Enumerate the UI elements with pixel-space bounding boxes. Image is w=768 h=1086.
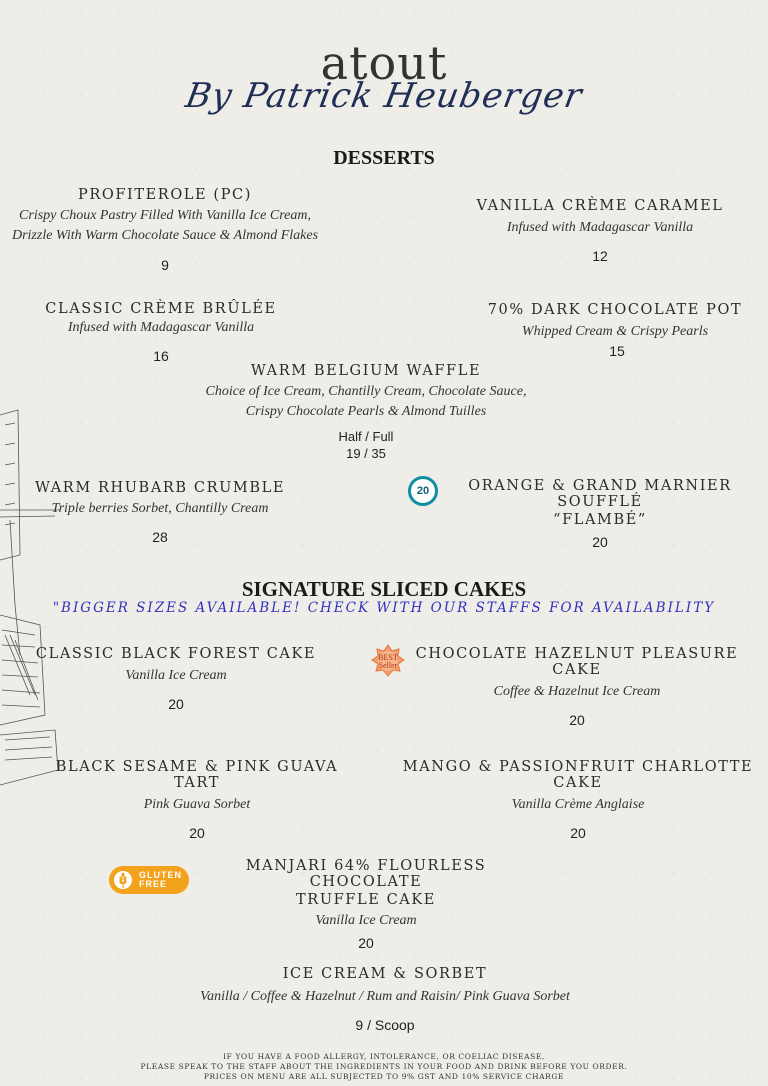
menu-item-black-forest-cake bbox=[30, 646, 322, 712]
item-name: CLASSIC CRÈME BRÛLÉE bbox=[45, 301, 277, 317]
item-portion: Half / Full bbox=[338, 429, 394, 444]
item-name-line2: “FLAMBÉ” bbox=[553, 512, 647, 528]
menu-item-black-sesame-pink-guava-tart bbox=[42, 759, 352, 841]
wheat-icon bbox=[113, 870, 133, 890]
item-description: Choice of Ice Cream, Chantilly Cream, Chocolate Sauce, bbox=[205, 384, 527, 399]
item-name: BLACK SESAME & PINK GUAVA TART bbox=[55, 759, 339, 791]
item-price: 20 bbox=[189, 825, 205, 841]
menu-item-manjari-flourless-chocolate-truffle-cake bbox=[196, 858, 536, 951]
item-description: Vanilla Ice Cream bbox=[315, 913, 417, 928]
footer-line: IF YOU HAVE A FOOD ALLERGY, INTOLERANCE, OR COELIAC DISEASE, bbox=[223, 1052, 545, 1061]
item-price: 20 bbox=[168, 696, 184, 712]
menu-item-classic-creme-brulee bbox=[0, 301, 322, 364]
menu-item-orange-grand-marnier-souffle bbox=[440, 478, 760, 550]
item-price: 12 bbox=[592, 248, 608, 264]
item-description: Triple berries Sorbet, Chantilly Cream bbox=[51, 501, 269, 516]
item-description: Whipped Cream & Crispy Pearls bbox=[521, 324, 709, 339]
item-name: 70% DARK CHOCOLATE POT bbox=[487, 302, 743, 318]
item-name: ORANGE & GRAND MARNIER SOUFFLÉ bbox=[468, 478, 732, 510]
menu-item-profiterole bbox=[0, 187, 330, 273]
item-description: Vanilla Crème Anglaise bbox=[511, 797, 645, 812]
item-name: WARM RHUBARB CRUMBLE bbox=[34, 480, 286, 496]
best-seller-badge-icon bbox=[371, 644, 405, 678]
gluten-free-label: GLUTEN FREE bbox=[139, 870, 182, 889]
menu-item-vanilla-creme-caramel bbox=[440, 198, 760, 264]
item-name: PROFITEROLE (PC) bbox=[78, 187, 252, 203]
item-description: Crispy Chocolate Pearls & Almond Tuilles bbox=[245, 404, 487, 419]
menu-item-chocolate-hazelnut-pleasure-cake bbox=[402, 646, 752, 728]
allergy-footer bbox=[0, 1052, 768, 1082]
item-price: 9 bbox=[161, 257, 169, 273]
item-price: 20 bbox=[592, 534, 608, 550]
item-description: Pink Guava Sorbet bbox=[143, 797, 251, 812]
desserts-section-title: DESSERTS bbox=[333, 147, 435, 169]
signature-cakes-section-title: SIGNATURE SLICED CAKES bbox=[241, 577, 527, 601]
item-description: Vanilla / Coffee & Hazelnut / Rum and Raisin/ Pink Guava Sorbet bbox=[200, 989, 570, 1004]
chef-signature: By Patrick Heuberger bbox=[182, 76, 586, 116]
brand-logo: atout bbox=[320, 36, 448, 90]
timer-icon: 20 bbox=[408, 476, 438, 506]
item-name: MANGO & PASSIONFRUIT CHARLOTTE CAKE bbox=[402, 759, 754, 791]
item-name-line2: TRUFFLE CAKE bbox=[296, 892, 436, 908]
item-name: MANJARI 64% FLOURLESS CHOCOLATE bbox=[245, 858, 487, 890]
item-description: Crispy Choux Pastry Filled With Vanilla Ice Cream, bbox=[19, 208, 311, 223]
item-description: Drizzle With Warm Chocolate Sauce & Almond Flakes bbox=[11, 228, 319, 243]
item-price: 20 bbox=[358, 935, 374, 951]
item-price: 19 / 35 bbox=[346, 446, 386, 461]
item-price: 20 bbox=[569, 712, 585, 728]
item-name: WARM BELGIUM WAFFLE bbox=[250, 363, 482, 379]
item-price: 16 bbox=[153, 348, 169, 364]
menu-item-warm-rhubarb-crumble bbox=[20, 480, 300, 545]
item-price: 15 bbox=[609, 343, 625, 359]
availability-note: "BIGGER SIZES AVAILABLE! CHECK WITH OUR STAFFS FOR AVAILABILITY bbox=[52, 600, 716, 616]
item-name: CLASSIC BLACK FOREST CAKE bbox=[35, 646, 317, 662]
item-name: ICE CREAM & SORBET bbox=[282, 966, 488, 982]
footer-line: PLEASE SPEAK TO THE STAFF ABOUT THE INGREDIENTS IN YOUR FOOD AND DRINK BEFORE YOU ORDER. bbox=[140, 1062, 628, 1071]
gluten-free-badge-icon bbox=[109, 866, 189, 894]
menu-item-mango-passionfruit-charlotte-cake bbox=[392, 759, 764, 841]
item-description: Infused with Madagascar Vanilla bbox=[67, 320, 255, 335]
item-description: Coffee & Hazelnut Ice Cream bbox=[493, 684, 661, 699]
best-seller-label: BEST Seller bbox=[378, 653, 398, 670]
menu-item-dark-chocolate-pot bbox=[465, 302, 765, 359]
menu-item-warm-belgium-waffle bbox=[180, 363, 552, 461]
menu-item-ice-cream-sorbet bbox=[120, 966, 650, 1033]
item-name: CHOCOLATE HAZELNUT PLEASURE CAKE bbox=[415, 646, 739, 678]
item-description: Infused with Madagascar Vanilla bbox=[506, 220, 694, 235]
footer-line: PRICES ON MENU ARE ALL SUBJECTED TO 9% GST AND 10% SERVICE CHARGE bbox=[203, 1072, 565, 1081]
item-price: 9 / Scoop bbox=[355, 1017, 415, 1033]
item-name: VANILLA CRÈME CARAMEL bbox=[476, 198, 724, 214]
item-price: 28 bbox=[152, 529, 168, 545]
item-description: Vanilla Ice Cream bbox=[125, 668, 227, 683]
item-price: 20 bbox=[570, 825, 586, 841]
